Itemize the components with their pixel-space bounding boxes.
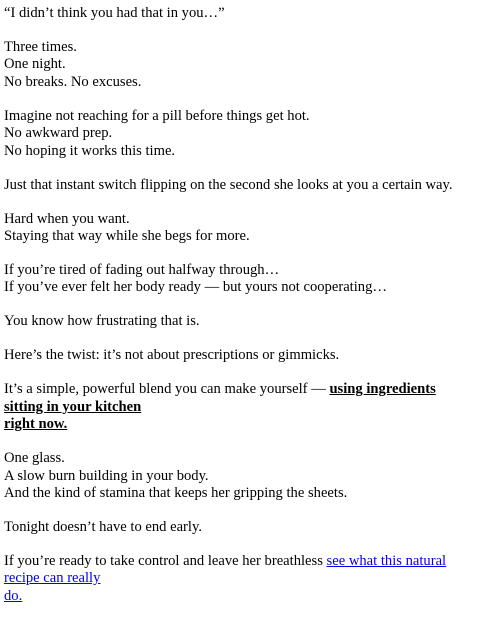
text-line: Three times. <box>4 39 77 55</box>
paragraph-simple-blend <box>4 381 491 433</box>
emphasis-kitchen: sitting in your kitchen <box>4 398 142 415</box>
recipe-link[interactable]: do. <box>4 587 23 604</box>
blend-lead-text: It’s a simple, powerful blend you can make yourself — <box>4 381 330 398</box>
text-line: If you’re tired of fading out halfway through… <box>4 262 280 279</box>
paragraph-call-to-action <box>4 553 491 605</box>
paragraph-one-glass <box>4 450 491 502</box>
text-line: One glass. <box>4 450 65 467</box>
paragraph-instant-switch <box>4 177 491 194</box>
recipe-link[interactable]: recipe can really <box>4 570 101 587</box>
paragraph-twist <box>4 347 491 364</box>
recipe-link[interactable]: see what this natural <box>326 553 447 570</box>
paragraph-if-tired <box>4 262 491 297</box>
text-line: One night. <box>4 56 66 73</box>
text-line <box>4 570 491 587</box>
text-line <box>4 381 491 398</box>
text-line: And the kind of stamina that keeps her gripping the sheets. <box>4 485 348 502</box>
text-line: No awkward prep. <box>4 125 113 142</box>
paragraph-hard-when-you-want <box>4 211 491 246</box>
text-line: A slow burn building in your body. <box>4 467 209 484</box>
opening-quote <box>4 5 491 22</box>
paragraph-tonight <box>4 519 491 536</box>
text-line <box>4 588 491 605</box>
emphasis-ingredients: using ingredients <box>329 381 436 398</box>
text-line <box>4 553 491 570</box>
text-line: Staying that way while she begs for more. <box>4 228 250 245</box>
paragraph-imagine <box>4 108 491 160</box>
text-line: No breaks. No excuses. <box>4 73 142 90</box>
text-line: “I didn’t think you had that in you…” <box>4 5 225 21</box>
cta-lead-text: If you’re ready to take control and leave her breathless <box>4 553 327 570</box>
text-line: Imagine not reaching for a pill before things get hot. <box>4 107 310 124</box>
emphasis-right-now: right now. <box>4 416 68 433</box>
paragraph-frustrating <box>4 313 491 330</box>
text-line: Tonight doesn’t have to end early. <box>4 519 202 536</box>
paragraph-three-times <box>4 39 491 91</box>
text-line: No hoping it works this time. <box>4 142 176 159</box>
text-line: Just that instant switch flipping on the second she looks at you a certain way. <box>4 176 453 193</box>
text-line: If you’ve ever felt her body ready — but yours not cooperating… <box>4 279 387 296</box>
text-line: You know how frustrating that is. <box>4 313 200 330</box>
text-line: Here’s the twist: it’s not about prescriptions or gimmicks. <box>4 347 340 364</box>
text-line: Hard when you want. <box>4 210 130 227</box>
